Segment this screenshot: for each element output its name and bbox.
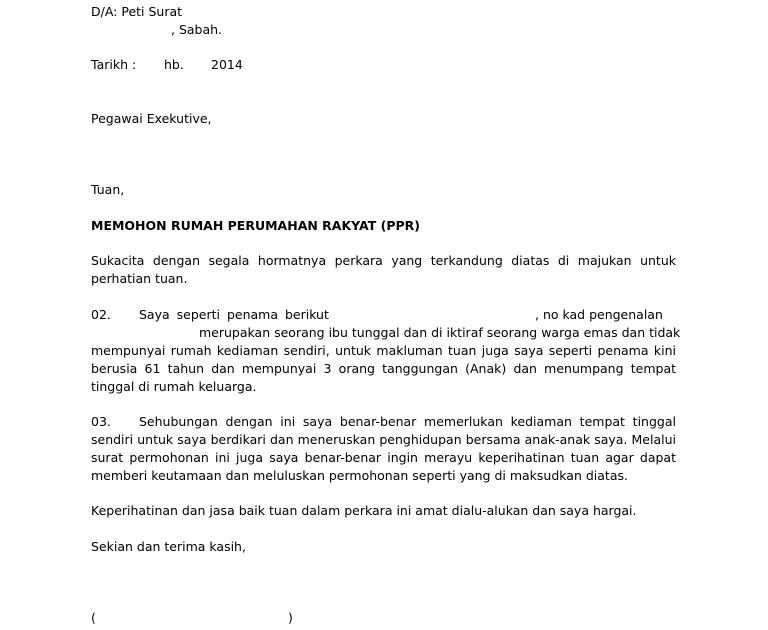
para2-line3: mempunyai rumah kediaman sendiri, untuk makluman tuan juga saya seperti penama kini	[91, 343, 676, 358]
para2-line4: berusia 61 tahun dan mempunyai 3 orang tanggungan (Anak) dan menumpang tempat	[91, 361, 676, 376]
recipient: Pegawai Exekutive,	[91, 111, 212, 126]
closing-line-2: Sekian dan terima kasih,	[91, 539, 246, 554]
signature-open-paren: (	[91, 610, 96, 625]
closing-line-1: Keperihatinan dan jasa baik tuan dalam perkara ini amat dialu-alukan dan saya hargai.	[91, 503, 637, 518]
address-line-1: D/A: Peti Surat	[91, 4, 183, 19]
para3-line3: surat permohonan ini juga saya benar-benar ingin merayu keperihatinan tuan agar dapat	[91, 450, 676, 465]
para3-line1: Sehubungan dengan ini saya benar-benar memerlukan kediaman tempat tinggal	[139, 414, 676, 429]
date-year: 2014	[211, 57, 243, 72]
para3-number: 03.	[91, 414, 111, 429]
para3-line4: memberi keutamaan dan meluluskan permohonan seperti yang di maksudkan diatas.	[91, 468, 628, 483]
para2-line1a: Saya seperti penama berikut	[139, 307, 329, 322]
para2-line2: merupakan seorang ibu tunggal dan di iktiraf seorang warga emas dan tidak	[199, 325, 681, 340]
date-label: Tarikh :	[91, 57, 137, 72]
para2-number: 02.	[91, 307, 111, 322]
date-hb: hb.	[164, 57, 184, 72]
signature-close-paren: )	[288, 610, 293, 625]
subject: MEMOHON RUMAH PERUMAHAN RAKYAT (PPR)	[91, 218, 420, 233]
para2-line5: tinggal di rumah keluarga.	[91, 379, 257, 394]
para2-line1b: , no kad pengenalan	[535, 307, 663, 322]
address-line-2: , Sabah.	[171, 22, 223, 37]
salutation: Tuan,	[91, 182, 125, 197]
para1-line1: Sukacita dengan segala hormatnya perkara yang terkandung diatas di majukan untuk	[91, 253, 676, 268]
para1-line2: perhatian tuan.	[91, 271, 188, 286]
para3-line2: sendiri untuk saya berdikari dan meneruskan penghidupan bersama anak-anak saya. Melalui	[91, 432, 676, 447]
